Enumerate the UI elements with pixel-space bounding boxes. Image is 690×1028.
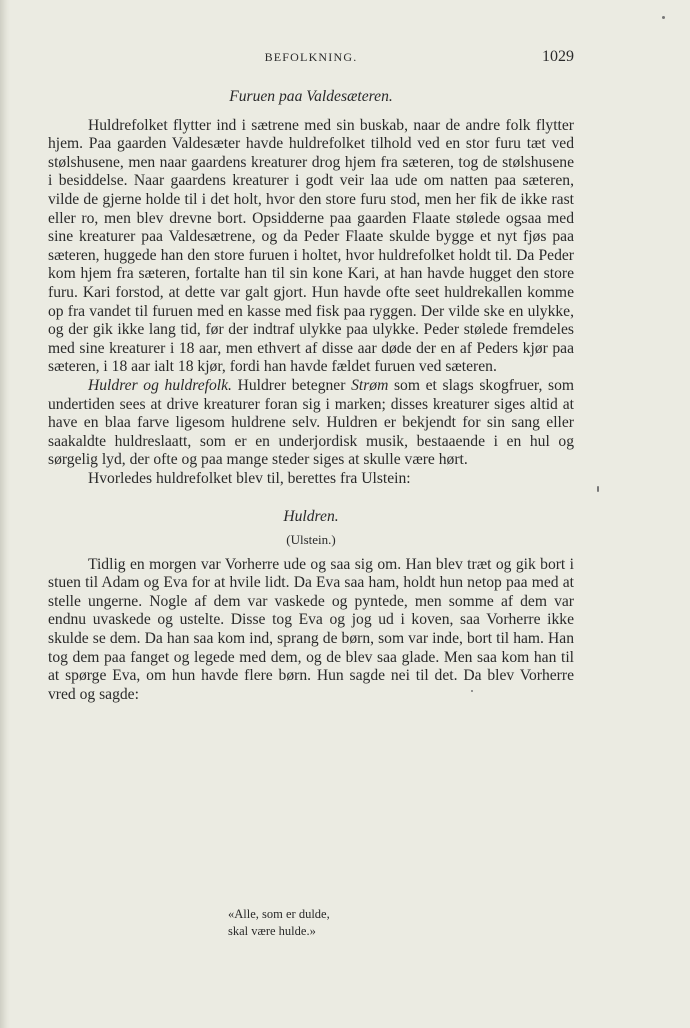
header-title: BEFOLKNING. xyxy=(264,50,358,64)
paragraph-huldrer-text-b: som et slags skogfruer, som undertiden sees at drive kreaturer foran sig i marken; disses kreaturer siges altid at have en blaa farve ligesom huldrene selv. Huldren er bekjendt for sin sang eller saakaldte huldreslaatt, som er en underjordisk musik, bestaaende i en hul og sørgelig lyd, der ofte og paa mange steder siges at skulle være hørt. xyxy=(48,376,575,469)
page-number: 1029 xyxy=(542,48,574,65)
paper-speck xyxy=(662,16,665,19)
section-heading-furuen: Furuen paa Valdesæteren. xyxy=(229,88,393,105)
subheading-ulstein: (Ulstein.) xyxy=(286,532,336,548)
body-text xyxy=(48,88,574,704)
paragraph-furuen: Huldrefolket flytter ind i sætrene med sin buskab, naar de andre folk flytter hjem. Paa gaarden Valdesæter havde huldrefolket tilhold ved en stor furu tæt ved stølshusene, men naar gaardens kreaturer drog hjem fra sæteren, tog de stølshusene i besiddelse. Naar gaardens kreaturer i godt veir laa ude om natten paa sæteren, vilde de gjerne holde til i det holt, hvor den store furu stod, men her fik de ikke rast eller ro, men blev drevne bort. Opsidderne paa gaarden Flaate stølede ogsaa med sine kreaturer paa Valdesætrene, og da Peder Flaate skulde bygge et nyt fjøs paa sæteren, huggede han den store furuen i holtet, hvor huldrefolket holdt til. Da Peder kom hjem fra sæteren, fortalte han til sin kone Kari, at han havde hugget den store furu. Kari forstod, at dette var galt gjort. Hun havde ofte seet huldrekallen komme op fra vandet til furuen med en kasse med fisk paa ryggen. Der vilde ske en ulykke, og der gik ikke lang tid, før der indtraf ulykke paa ulykke. Peder stølede fremdeles med sine kreaturer i 18 aar, men ethvert af disse aar døde der en af Peders kjør paa sæteren, i 18 aar ialt 18 kjør, fordi han havde fældet furuen ved sæteren. xyxy=(48,116,574,376)
paragraph-huldren: Tidlig en morgen var Vorherre ude og saa sig om. Han blev træt og gik bort i stuen til Adam og Eva for at hvile lidt. Da Eva saa ham, holdt hun netop paa med at stelle ungerne. Nogle af dem var vaskede og pyntede, men somme af dem var endnu uvaskede og ustelte. Disse tog Eva og jog ud i koven, saa Vorherre ikke skulde se dem. Da han saa kom ind, sprang de børn, som var inde, bort til ham. Han tog dem paa fanget og legede med dem, og de blev saa glade. Men saa kom han til at spørge Eva, om hun havde flere børn. Hun sagde nei til det. Da blev Vorherre vred og sagde: xyxy=(48,555,574,703)
paragraph-huldrer xyxy=(48,377,574,470)
running-header xyxy=(48,48,574,68)
verse-line-2: skal være hulde.» xyxy=(228,924,316,938)
verse-line-1: «Alle, som er dulde, xyxy=(228,907,330,921)
lead-huldrer: Huldrer og huldrefolk. xyxy=(88,376,232,394)
section-heading-huldren: Huldren. xyxy=(283,508,339,526)
term-strom: Strøm xyxy=(351,376,389,394)
verse xyxy=(228,906,330,940)
paper-speck xyxy=(471,690,473,692)
paper-speck xyxy=(597,486,599,492)
paragraph-huldrer-text-a: Huldrer betegner xyxy=(231,376,352,394)
paragraph-intro-ulstein: Hvorledes huldrefolket blev til, berettes fra Ulstein: xyxy=(88,469,411,487)
